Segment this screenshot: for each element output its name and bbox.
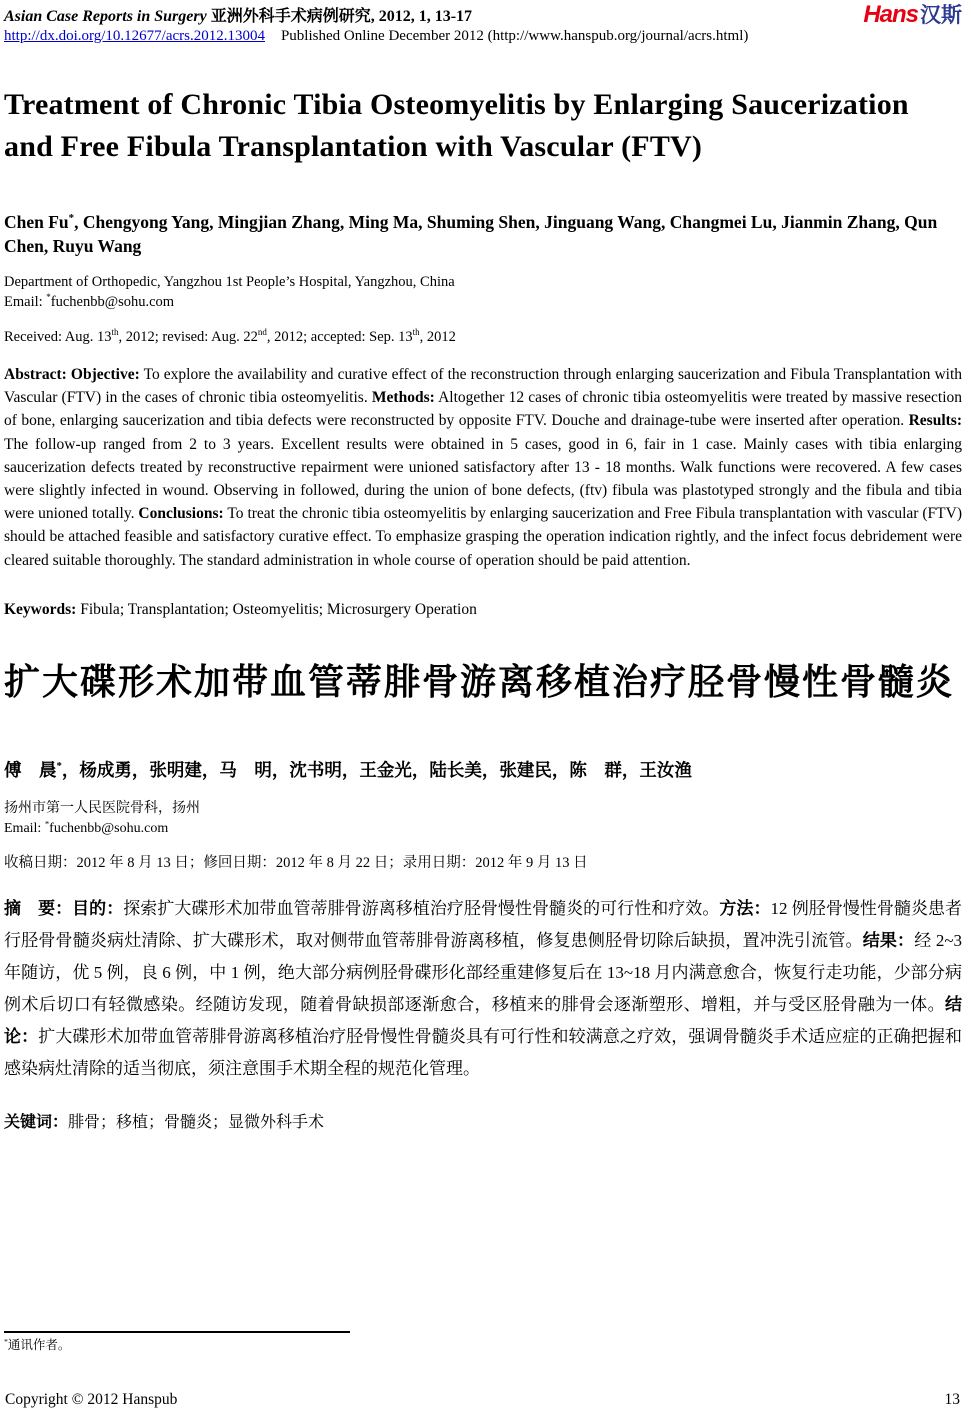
article-title-zh: 扩大碟形术加带血管蒂腓骨游离移植治疗胫骨慢性骨髓炎 <box>4 660 955 702</box>
journal-header-line <box>4 7 962 27</box>
authors-rest-zh: ，杨成勇，张明建，马 明，沈书明，王金光，陆长美，张建民，陈 群，王汝渔 <box>61 759 692 780</box>
keywords-zh <box>4 1111 962 1135</box>
corresponding-author-asterisk-en: * <box>68 212 75 225</box>
authors-zh <box>4 757 962 783</box>
abstract-text-run: Altogether 12 cases of chronic tibia osteomyelitis were treated by massive resection of bone, enlarging saucerization and tibia defects were reconstructed by opposite FTV. Douche and drainage-tube were inserted after operation. <box>4 389 963 430</box>
affiliation-block-zh <box>4 799 962 839</box>
dates-line-zh: 收稿日期：2012 年 8 月 13 日；修回日期：2012 年 8 月 22 日；录用日期：2012 年 9 月 13 日 <box>4 854 588 871</box>
footnote <box>4 1331 350 1354</box>
received-line <box>4 327 962 347</box>
abstract-text-run: To treat the chronic tibia osteomyelitis by enlarging saucerization and Free Fibula transplantation with vascular (FTV) should be attached feasible and satisfactory curative effect. To emphasize grasping the operation indication rightly, and the infect focus debridement were cleared suitable thoroughly. The standard administration in whole course of operation should be paid attention. <box>4 505 962 569</box>
authors-rest-en: , Chengyong Yang, Mingjian Zhang, Ming Ma, Shuming Shen, Jinguang Wang, Changmei Lu, Jianmin Zhang, Qun Chen, Ruyu Wang <box>4 212 938 256</box>
received-sup: th <box>412 327 420 338</box>
email-label-en: Email: <box>4 294 47 310</box>
abstract-text-run: 探索扩大碟形术加带血管蒂腓骨游离移植治疗胫骨慢性骨髓炎的可行性和疗效。 <box>123 898 720 918</box>
abstract-text-run: 扩大碟形术加带血管蒂腓骨游离移植治疗胫骨慢性骨髓炎具有可行性和较满意之疗效，强调骨髓炎手术适应症的正确把握和感染病灶清除的适当彻底，须注意围手术期全程的规范化管理。 <box>4 1026 962 1078</box>
corresponding-author-asterisk-zh: * <box>56 760 62 772</box>
received-sup: th <box>111 327 119 338</box>
abstract-label-zh: 摘 要： <box>4 898 73 918</box>
received-run: Received: Aug. 13 <box>4 329 112 345</box>
journal-title-zh: 亚洲外科手术病例研究, 2012, 1, 13-17 <box>206 8 473 25</box>
footnote-asterisk: * <box>4 1336 8 1346</box>
affiliation-block-en <box>4 272 962 312</box>
author-first-en: Chen Fu <box>4 212 69 232</box>
objective-label-zh: 目的： <box>72 898 124 918</box>
footnote-text: 通讯作者。 <box>7 1338 71 1352</box>
conclusions-label-zh: 结论： <box>4 994 962 1046</box>
authors-en <box>4 210 962 258</box>
page-footer <box>5 1390 960 1410</box>
keywords-en <box>4 599 962 621</box>
email-label-zh: Email: <box>4 820 45 836</box>
keywords-label-zh: 关键词： <box>4 1113 69 1131</box>
published-info: Published Online December 2012 (http://www.hanspub.org/journal/acrs.html) <box>280 28 749 44</box>
author-first-zh: 傅 晨 <box>4 759 57 780</box>
received-run: , 2012; revised: Aug. 22 <box>118 329 258 345</box>
abstract-zh <box>4 893 962 1085</box>
hanspub-logo <box>863 3 962 30</box>
abstract-text-run: 12 例胫骨慢性骨髓炎患者行胫骨骨髓炎病灶清除、扩大碟形术，取对侧带血管蒂腓骨游离移植，修复患侧胫骨切除后缺损，置冲洗引流管。 <box>4 898 963 950</box>
abstract-text-run: To explore the availability and curative effect of the reconstruction through enlarging saucerization and Fibula Transplantation with Vascular (FTV) in the cases of chronic tibia osteomyelitis. <box>4 366 962 407</box>
email-asterisk-en: * <box>46 292 51 303</box>
abstract-label-en: Abstract: Objective: <box>4 366 140 383</box>
hanspub-logo-hanszh: 汉斯 <box>920 4 962 27</box>
abstract-text-run: The follow-up ranged from 2 to 3 years. Excellent results were obtained in 5 cases, good in 6, fair in 1 case. Mainly cases with tibia enlarging saucerization defects treated by reconstructive repairment were unioned satisfactory after 13 - 18 months. Walk functions were recovered. A few cases were slightly infected in wound. Observing in followed, during the union of bone defects, (ftv) fibula was plastotyped strongly and the fibula and tibia were unioned totally. <box>4 435 962 523</box>
results-label: Results: <box>908 412 962 430</box>
abstract-text-run: 经 2~3 年随访，优 5 例，良 6 例，中 1 例，绝大部分病例胫骨碟形化部经重建修复后在 13~18 月内满意愈合，恢复行走功能，少部分病例术后切口有轻微感染。经随访发现，随着骨缺损部逐渐愈合，移植来的腓骨会逐渐塑形、增粗，并与受区胫骨融为一体。 <box>4 930 963 1014</box>
page-number: 13 <box>944 1391 960 1408</box>
results-label-zh: 结果： <box>862 930 915 950</box>
affiliation-en: Department of Orthopedic, Yangzhou 1st People’s Hospital, Yangzhou, China <box>4 274 455 290</box>
email-address-zh: fuchenbb@sohu.com <box>49 820 169 836</box>
conclusions-label: Conclusions: <box>138 505 224 523</box>
affiliation-zh: 扬州市第一人民医院骨科，扬州 <box>4 800 200 816</box>
copyright-text: Copyright © 2012 Hanspub <box>5 1391 178 1408</box>
doi-line <box>4 27 962 46</box>
keywords-text-en: Fibula; Transplantation; Osteomyelitis; Microsurgery Operation <box>76 600 477 618</box>
journal-title-en: Asian Case Reports in Surgery <box>4 8 207 25</box>
abstract-en <box>4 363 962 572</box>
methods-label-zh: 方法： <box>719 898 771 918</box>
received-run: , 2012; accepted: Sep. 13 <box>266 329 413 345</box>
received-sup: nd <box>257 327 267 338</box>
methods-label: Methods: <box>371 389 435 407</box>
hanspub-logo-hans: Hans <box>863 1 918 28</box>
article-title-en: Treatment of Chronic Tibia Osteomyelitis by Enlarging Saucerization and Free Fibula Transplantation with Vascular (FTV) <box>4 88 909 163</box>
keywords-text-zh: 腓骨；移植；骨髓炎；显微外科手术 <box>68 1113 325 1131</box>
email-line-en <box>4 292 962 312</box>
email-address-en: fuchenbb@sohu.com <box>50 294 175 310</box>
keywords-label-en: Keywords: <box>4 600 77 618</box>
email-line-zh <box>4 819 962 839</box>
received-run: , 2012 <box>419 329 456 345</box>
doi-link[interactable]: http://dx.doi.org/10.12677/acrs.2012.13004 <box>4 28 265 44</box>
email-asterisk-zh: * <box>44 818 50 829</box>
